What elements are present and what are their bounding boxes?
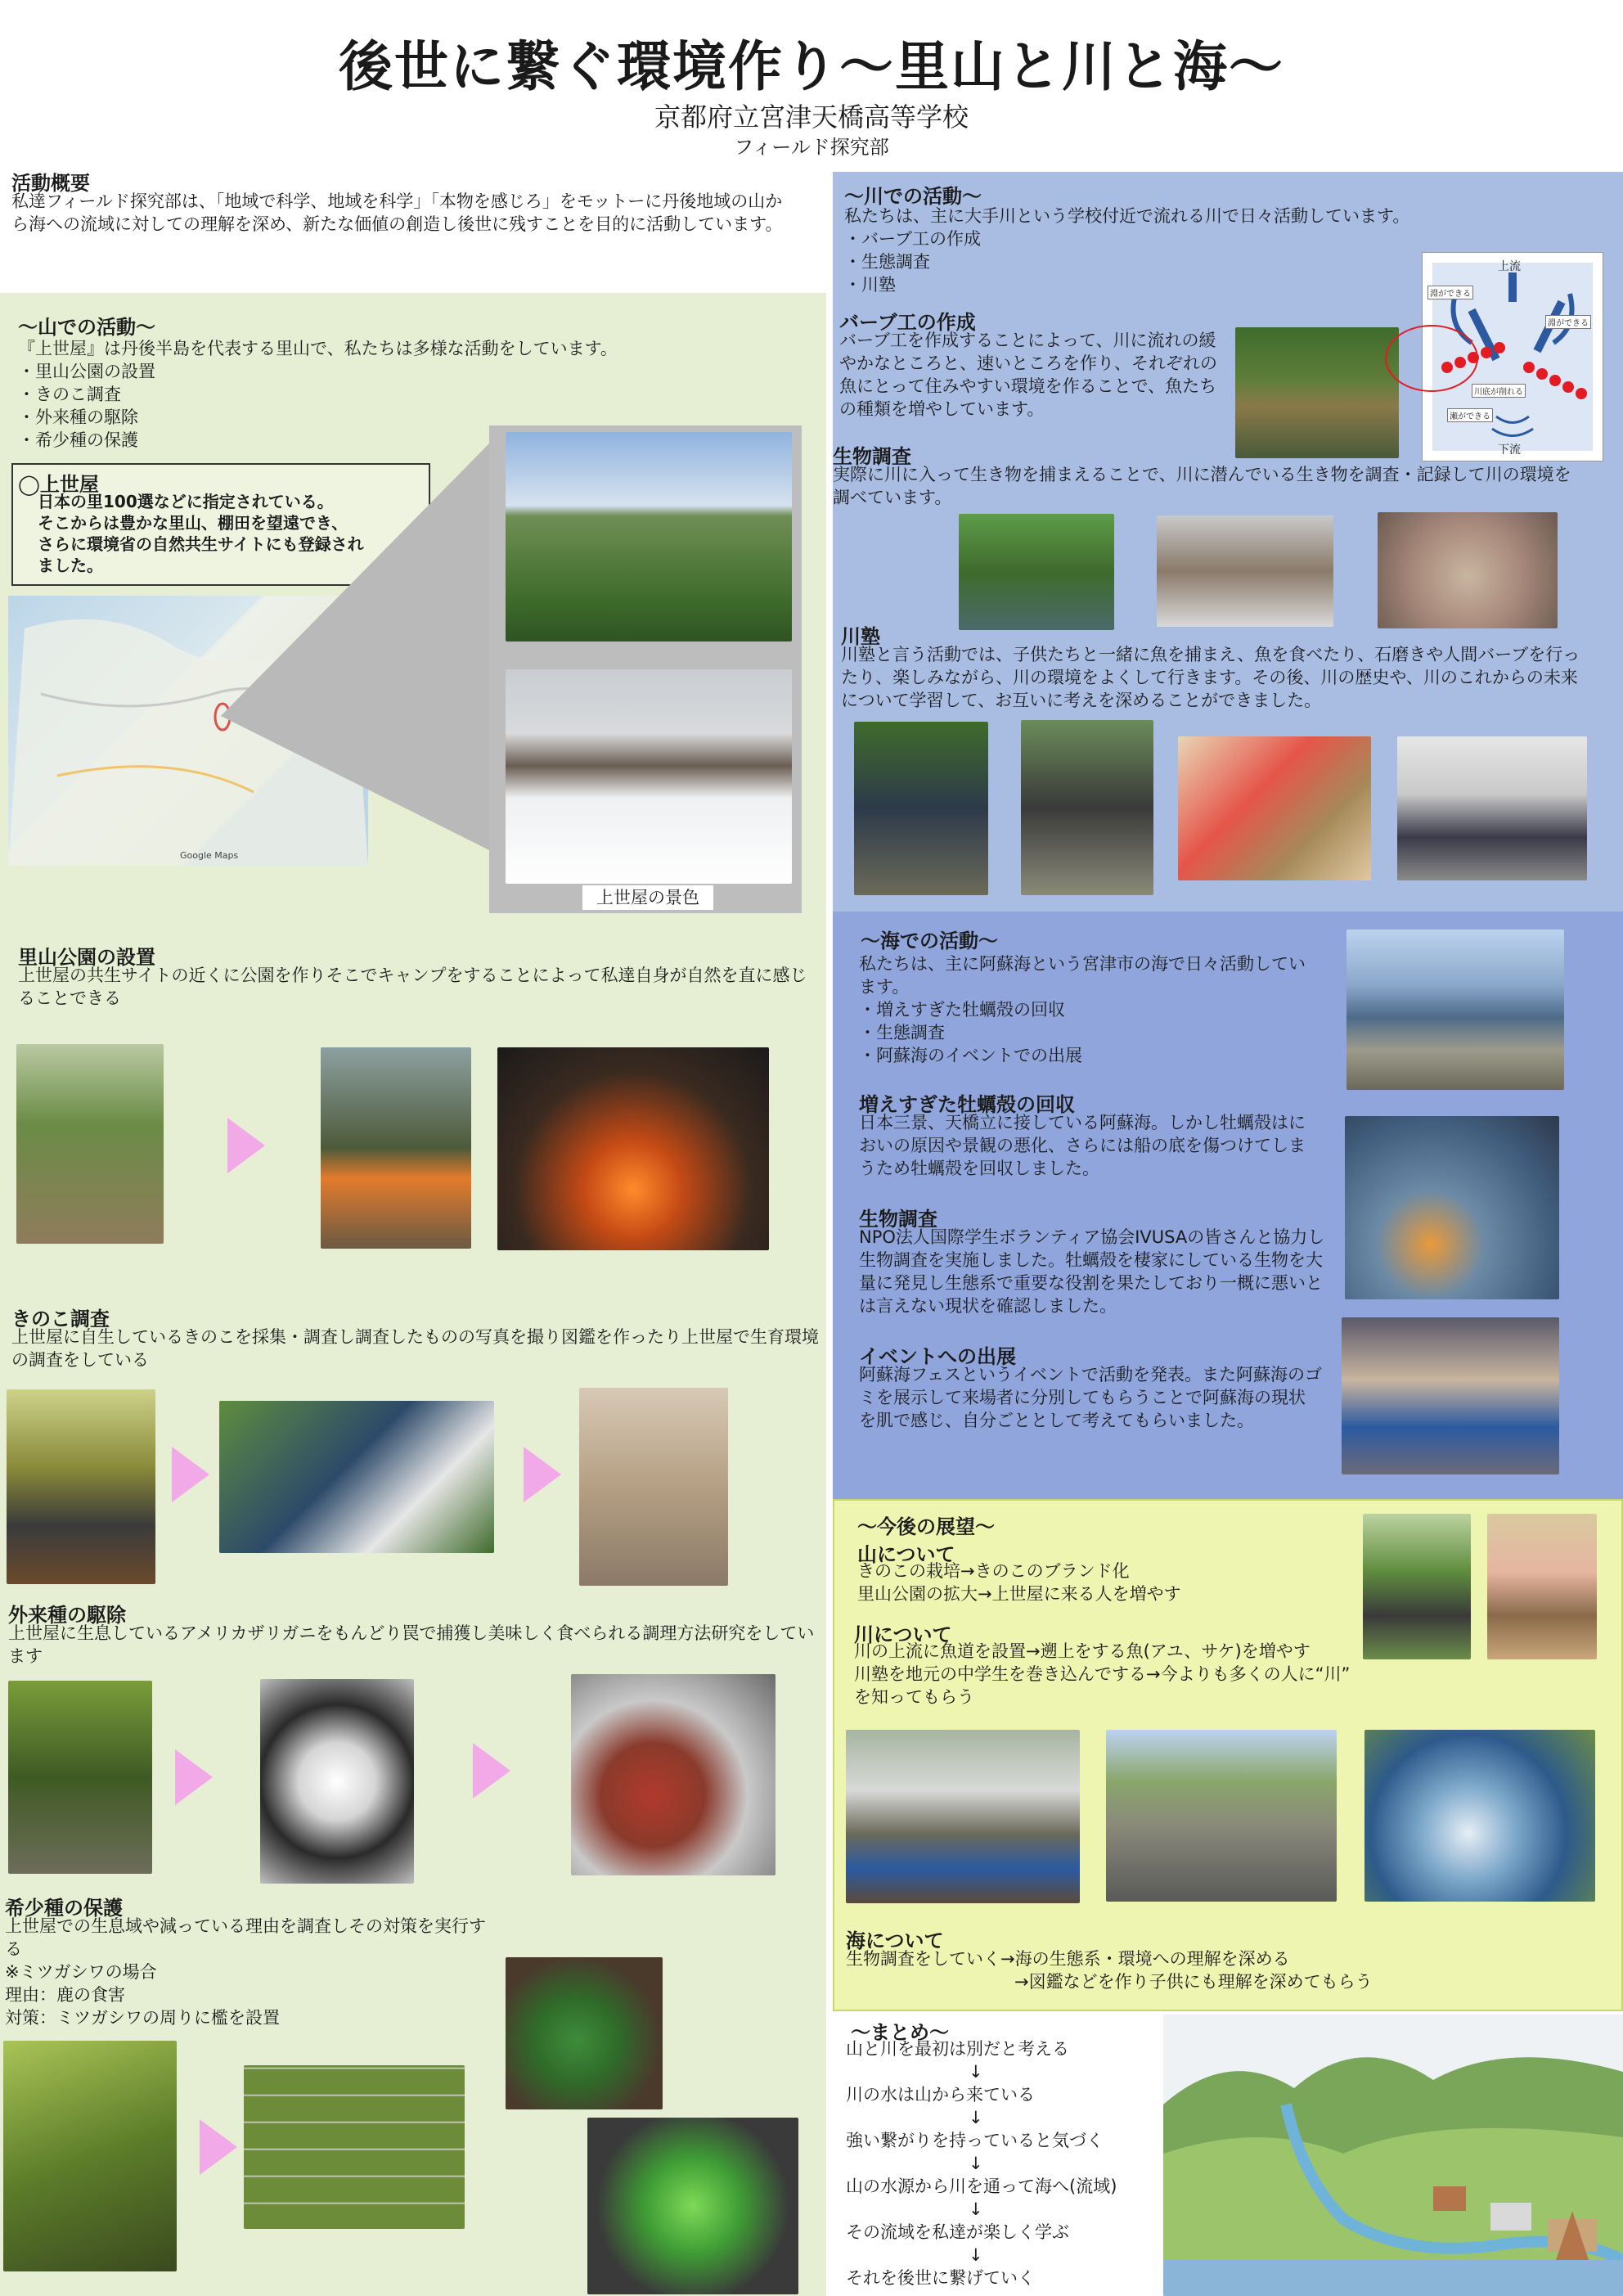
rare-heading: 希少種の保護 [5, 1897, 123, 1920]
park-text: 上世屋の共生サイトの近くに公園を作りそこでキャンプをすることによって私達自身が自然を直に感じることできる [18, 966, 807, 1008]
kamiseya-box-title: ◯上世屋 [18, 473, 99, 496]
box-line: さらに環境省の自然共生サイトにも登録され [38, 534, 364, 554]
alien-photo-1 [8, 1681, 152, 1874]
diagram-label: 淵ができる [1545, 315, 1591, 329]
sea-eco-text: NPO法人国際学生ボランティア協会IVUSAの皆さんと協力し生物調査を実施しました。牡蠣殻を棲家にしている生物を大量に発見し生態系で重要な役割を果たしており一概に悪いとは言えない現状を確認しました。 [859, 1227, 1325, 1316]
future-river-heading: 川について [854, 1623, 952, 1646]
barb-text: バーブ工を作成することによって、川に流れの緩やかなところと、速いところを作り、それぞれの魚にとって住みやすい環境を作ることで、魚たちの種類を増やしています。 [839, 331, 1217, 419]
rare-photo-plant [506, 1957, 663, 2109]
club-name: フィールド探究部 [734, 136, 889, 159]
barb-photo [1235, 327, 1399, 458]
future-line: →図鑑などを作り子供にも理解を深めてもらう [1014, 1972, 1373, 1992]
diagram-downstream: 下流 [1498, 443, 1521, 457]
future-line: 生物調査をしていく→海の生態系・環境への理解を深める [846, 1949, 1290, 1969]
summary-steps [846, 2037, 1157, 2289]
box-line: 日本の里100選などに指定されている。 [38, 492, 334, 511]
box-line: そこからは豊かな里山、棚田を望遠でき、 [38, 513, 348, 533]
rare-line: 上世屋での生息域や減っている理由を調査しその対策を実行する [5, 1916, 486, 1959]
arrow-right-icon [200, 2119, 237, 2175]
callout-pointer [221, 425, 499, 884]
arrow-right-icon [175, 1749, 213, 1805]
river-eco-photo-1 [959, 514, 1114, 630]
sea-photo-1 [1347, 930, 1564, 1090]
box-line: ました。 [38, 556, 103, 575]
park-photo-2 [321, 1047, 471, 1249]
alien-photo-3 [571, 1674, 776, 1875]
juku-photo-3 [1178, 736, 1371, 880]
list-item: ・川塾 [844, 275, 896, 295]
diagram-label: 瀬ができる [1447, 408, 1493, 422]
river-heading: 〜川での活動〜 [844, 185, 982, 208]
overview-heading: 活動概要 [11, 172, 90, 195]
juku-heading: 川塾 [841, 625, 880, 648]
list-item: ・きのこ調査 [18, 385, 121, 404]
future-sea-text [846, 1947, 1582, 1993]
diagram-upstream: 上流 [1498, 260, 1521, 273]
summary-step: その流域を私達が楽しく学ぶ [846, 2222, 1069, 2242]
future-line: 里山公園の拡大→上世屋に来る人を増やす [857, 1584, 1181, 1604]
summary-step: それを後世に繋げていく [846, 2268, 1035, 2288]
list-item: ・阿蘇海のイベントでの出展 [859, 1046, 1082, 1065]
river-list [844, 227, 981, 296]
list-item: ・外来種の駆除 [18, 407, 138, 427]
future-mountain-heading: 山について [857, 1543, 955, 1566]
sea-list [859, 998, 1082, 1067]
diagram-label: 川底が削れる [1472, 384, 1526, 398]
rare-text [5, 1915, 496, 2029]
alien-photo-2 [260, 1679, 414, 1884]
summary-step: 強い繋がりを持っていると気づく [846, 2131, 1104, 2150]
kinoko-photo-3 [579, 1388, 728, 1586]
summary-step: 山の水源から川を通って海へ(流域) [846, 2177, 1117, 2196]
alien-text: 上世屋に生息しているアメリカザリガニをもんどり罠で捕獲し美味しく食べられる調理方法研究をしています [8, 1623, 815, 1666]
list-item: ・増えすぎた牡蠣殻の回収 [859, 1000, 1065, 1020]
event-heading: イベントへの出展 [859, 1345, 1016, 1368]
watershed-illustration [1163, 2015, 1623, 2296]
river-eco-text: 実際に川に入って生き物を捕まえることで、川に潜んでいる生き物を調査・記録して川の環境を調べています。 [833, 465, 1571, 507]
juku-photo-1 [854, 722, 988, 895]
future-photo-4 [1106, 1730, 1337, 1902]
rare-photo-1 [3, 2041, 177, 2271]
down-arrow-icon: ↓ [969, 2245, 983, 2265]
list-item: ・生態調査 [859, 1023, 945, 1042]
alien-heading: 外来種の駆除 [8, 1604, 126, 1627]
sea-photo-2 [1345, 1116, 1559, 1299]
future-river-text [854, 1640, 1427, 1708]
mountain-heading: 〜山での活動〜 [18, 316, 155, 339]
arrow-right-icon [172, 1447, 209, 1502]
summary-heading: 〜まとめ〜 [851, 2021, 949, 2044]
juku-photo-4 [1397, 736, 1587, 880]
sea-photo-3 [1342, 1317, 1559, 1474]
summary-step: 山と川を最初は別だと考える [846, 2039, 1069, 2059]
future-line: きのこの栽培→きのこのブランド化 [857, 1561, 1130, 1581]
mountain-intro: 『上世屋』は丹後半島を代表する里山で、私たちは多様な活動をしています。 [18, 339, 618, 358]
overview-text: 私達フィールド探究部は、「地域で科学、地域を科学」「本物を感じろ」をモットーに丹後地域の山から海への流域に対しての理解を深め、新たな価値の創造し後世に残すことを目的に活動しています。 [11, 191, 783, 234]
oyster-heading: 増えすぎた牡蠣殻の回収 [859, 1093, 1075, 1116]
kinoko-heading: きのこ調査 [11, 1308, 110, 1330]
arrow-right-icon [227, 1118, 265, 1173]
future-heading: 〜今後の展望〜 [857, 1515, 995, 1538]
kinoko-photo-2 [219, 1401, 494, 1553]
future-photo-3 [846, 1730, 1080, 1903]
down-arrow-icon: ↓ [969, 2154, 983, 2173]
sea-heading: 〜海での活動〜 [861, 930, 998, 952]
list-item: ・バーブ工の作成 [844, 229, 981, 249]
river-intro: 私たちは、主に大手川という学校付近で流れる川で日々活動しています。 [844, 206, 1410, 226]
juku-text: 川塾と言う活動では、子供たちと一緒に魚を捕まえ、魚を食べたり、石磨きや人間バーブを行ったり、楽しみながら、川の環境をよくして行きます。その後、川の歴史や、川のこれからの未来について学習して、お互いに考えを深めることができました。 [841, 645, 1580, 710]
future-photo-2 [1487, 1514, 1597, 1659]
park-photo-3 [497, 1047, 769, 1250]
rare-line: ※ミツガシワの場合 [5, 1962, 157, 1982]
river-eco-photo-2 [1157, 515, 1333, 627]
future-photo-5 [1364, 1730, 1595, 1902]
future-photo-1 [1363, 1514, 1471, 1659]
future-sea-heading: 海について [846, 1929, 944, 1952]
down-arrow-icon: ↓ [969, 2108, 983, 2127]
list-item: ・里山公園の設置 [18, 362, 155, 381]
mountain-list [18, 360, 155, 452]
park-photo-1 [16, 1044, 164, 1244]
callout-ellipse [1382, 319, 1481, 401]
sea-intro: 私たちは、主に阿蘇海という宮津市の海で日々活動しています。 [859, 954, 1306, 997]
sea-eco-heading: 生物調査 [859, 1208, 937, 1231]
scene-caption: 上世屋の景色 [582, 885, 713, 910]
future-line: 川の上流に魚道を設置→遡上をする魚(アユ、サケ)を増やす [854, 1641, 1311, 1661]
oyster-text: 日本三景、天橋立に接している阿蘇海。しかし牡蠣殻はにおいの原因や景観の悪化、さらには船の底を傷つけてしまうため牡蠣殻を回収しました。 [859, 1113, 1306, 1178]
park-heading: 里山公園の設置 [18, 946, 155, 969]
down-arrow-icon: ↓ [969, 2199, 983, 2219]
poster-title: 後世に繋ぐ環境作り〜里山と川と海〜 [339, 35, 1284, 98]
future-line: 川塾を地元の中学生を巻き込んでする→今よりも多くの人に“川” [854, 1664, 1351, 1684]
future-mountain-text [857, 1560, 1348, 1605]
arrow-right-icon [524, 1447, 561, 1502]
river-eco-heading: 生物調査 [833, 445, 911, 468]
river-eco-photo-3 [1378, 512, 1558, 628]
rare-photo-frog [587, 2118, 798, 2294]
barb-heading: バーブ工の作成 [839, 311, 976, 334]
kinoko-photo-1 [7, 1389, 155, 1584]
list-item: ・希少種の保護 [18, 430, 138, 450]
rare-line: 対策：ミツガシワの周りに檻を設置 [5, 2008, 280, 2028]
kinoko-text: 上世屋に自生しているきのこを採集・調査し調査したものの写真を撮り図鑑を作ったり上世屋で生育環境の調査をしている [11, 1327, 819, 1370]
list-item: ・生態調査 [844, 252, 930, 272]
event-text: 阿蘇海フェスというイベントで活動を発表。また阿蘇海のゴミを展示して来場者に分別してもらうことで阿蘇海の現状を肌で感じ、自分ごととして考えてもらいました。 [859, 1365, 1322, 1430]
down-arrow-icon: ↓ [969, 2062, 983, 2082]
kamiseya-summer-photo [506, 432, 792, 642]
diagram-label: 淵ができる [1427, 286, 1473, 299]
juku-photo-2 [1021, 720, 1153, 895]
map-attribution: Google Maps [180, 850, 239, 861]
arrow-right-icon [473, 1743, 510, 1799]
kamiseya-winter-photo [506, 669, 792, 884]
rare-line: 理由：鹿の食害 [5, 1985, 125, 2005]
rare-photo-cage [244, 2065, 465, 2229]
future-line: を知ってもらう [854, 1687, 974, 1707]
school-name: 京都府立宮津天橋高等学校 [654, 101, 969, 133]
summary-step: 川の水は山から来ている [846, 2085, 1035, 2105]
